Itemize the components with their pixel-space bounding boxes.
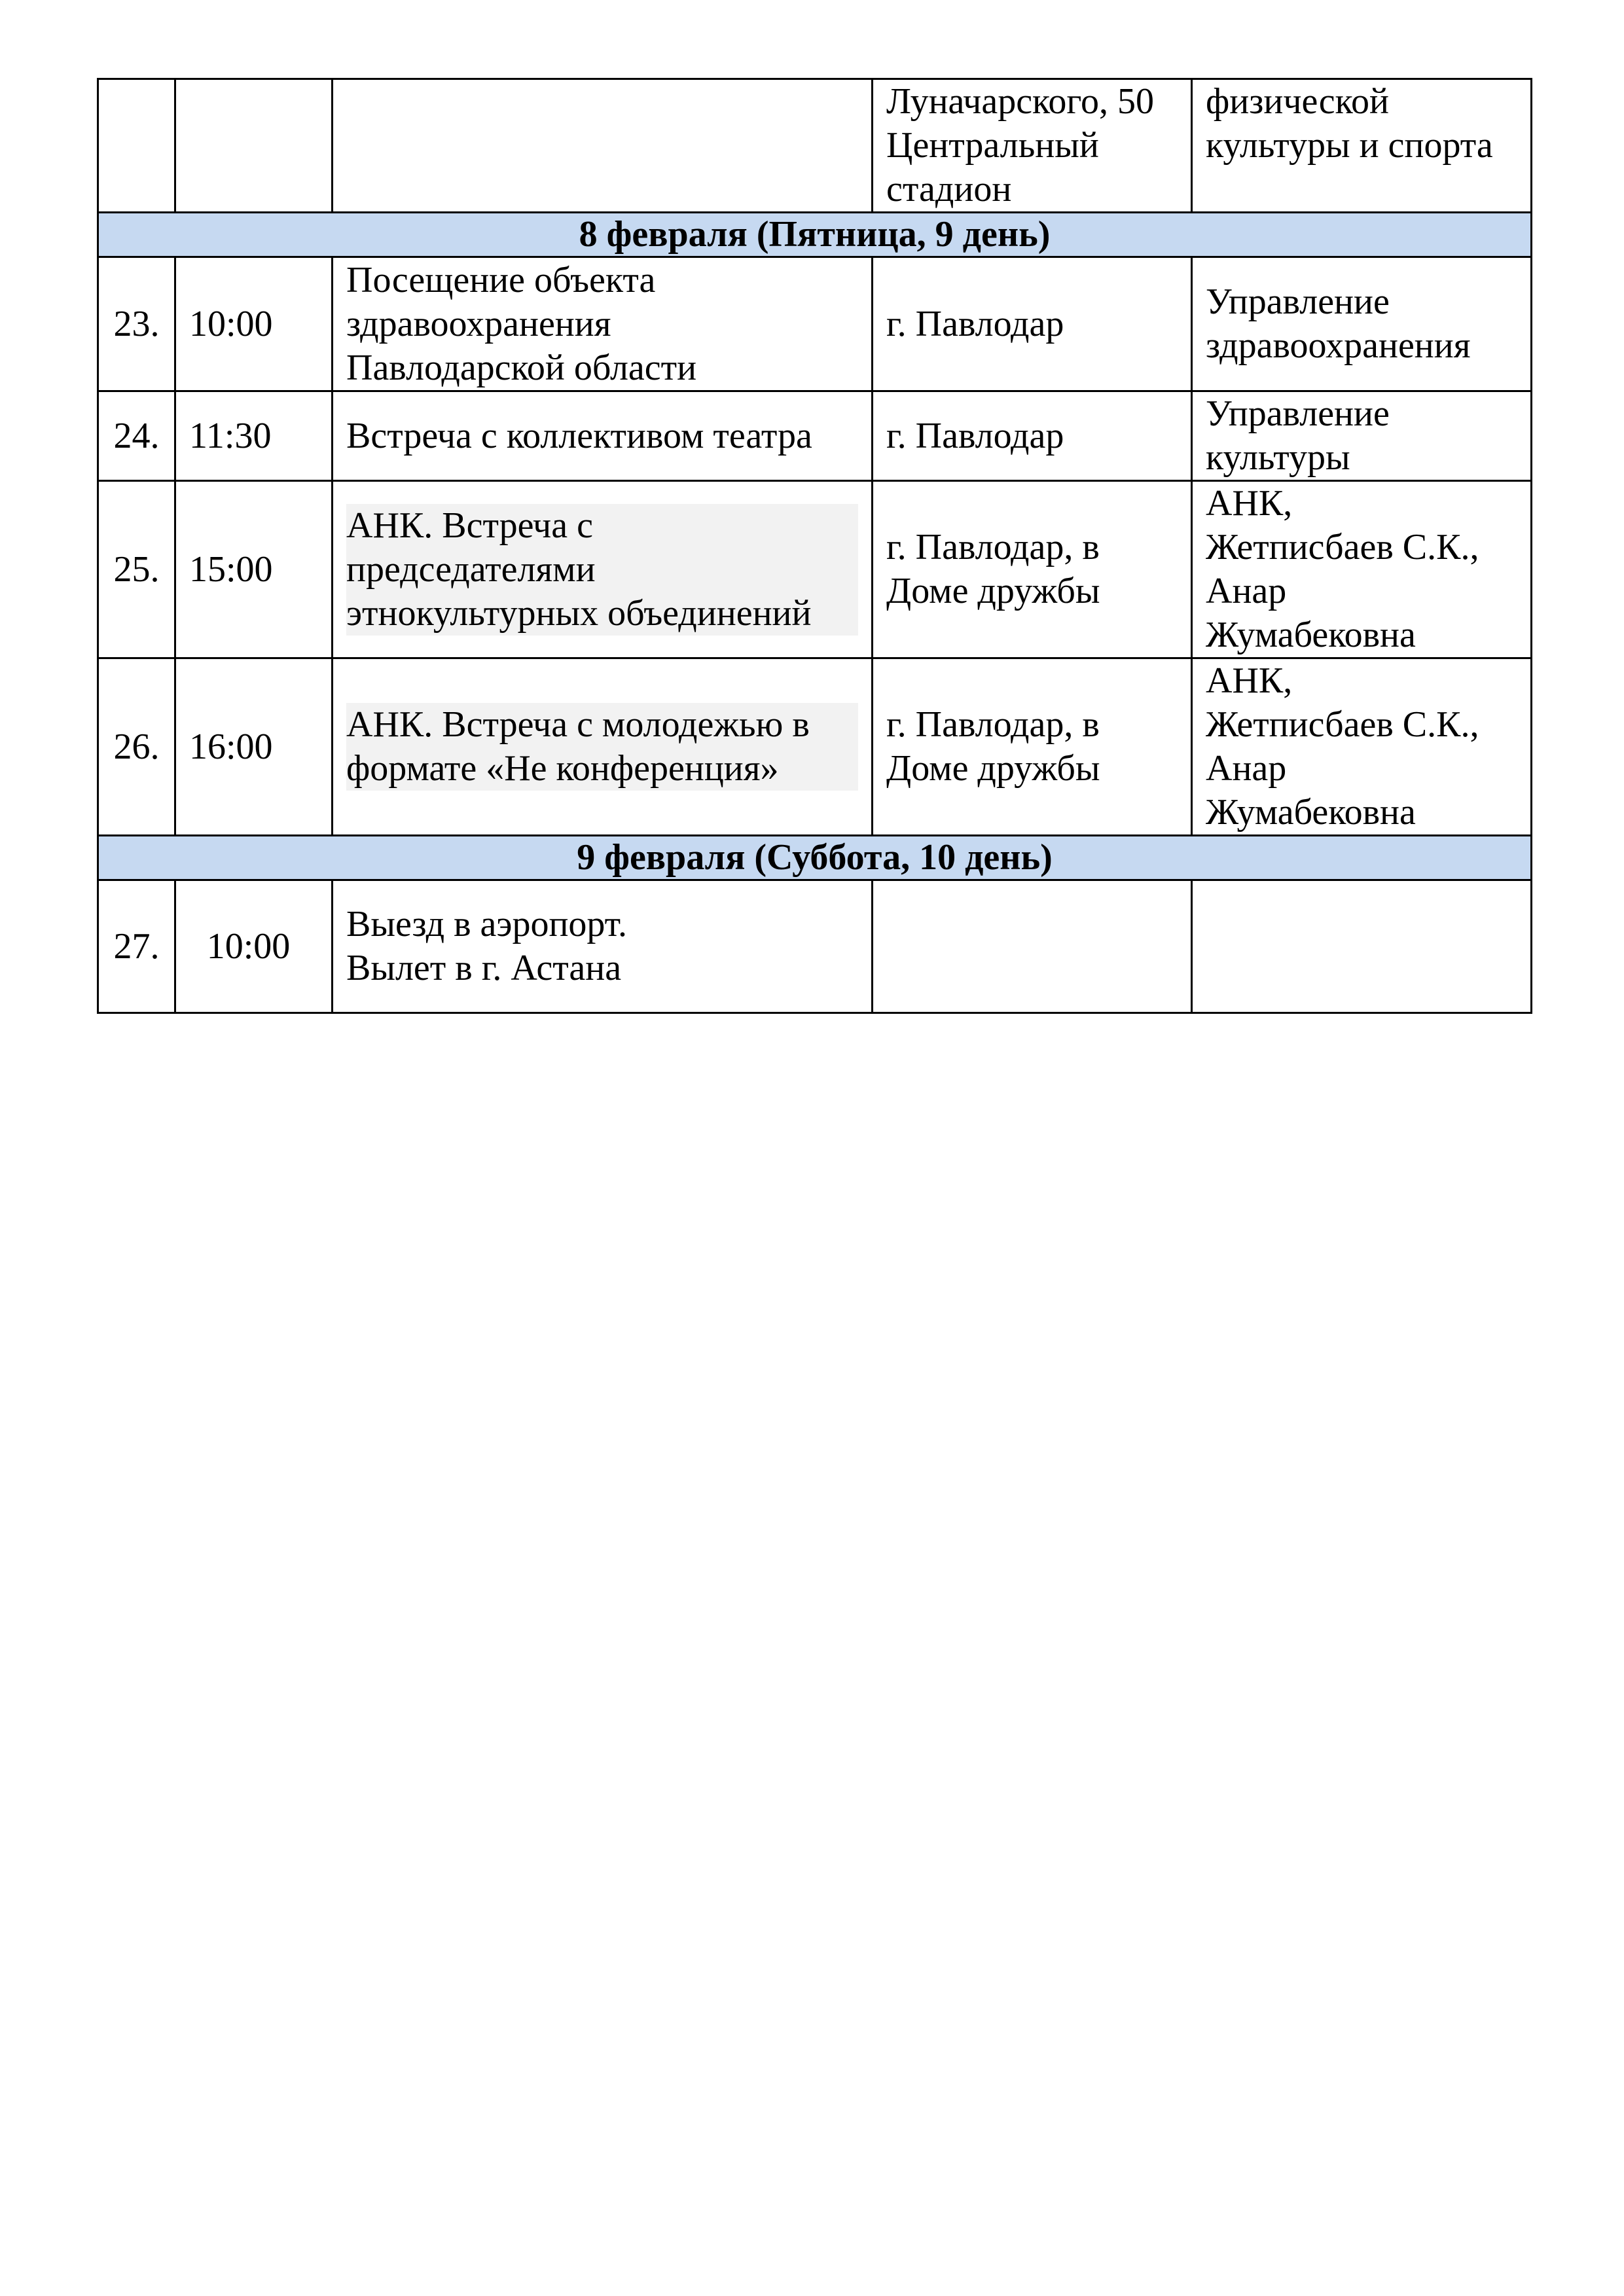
day-header-feb8: 8 февраля (Пятница, 9 день) [98,213,1532,257]
responsible-line: АНК, [1206,483,1293,524]
row-event-cell [333,481,873,658]
row-number-cell: 23. [98,257,175,391]
responsible-line: Жумабековна [1206,615,1416,655]
place-line: стадион [886,169,1012,209]
row-number-cell [98,79,175,213]
place-line: Доме дружбы [886,748,1100,789]
event-line: Выезд в аэропорт. [346,904,627,944]
responsible-line: Анар [1206,571,1287,611]
row-place-cell [873,880,1192,1013]
place-line: г. Павлодар, в [886,527,1100,567]
event-line: АНК. Встреча с молодежью в [346,703,858,747]
event-line: формате «Не конференция» [346,747,858,791]
responsible-line: культуры [1206,437,1350,478]
day-header-feb9: 9 февраля (Суббота, 10 день) [98,836,1532,880]
responsible-line: физической [1206,81,1389,122]
row-time-cell: 16:00 [175,658,333,836]
event-line: Посещение объекта [346,259,656,300]
responsible-line: Управление [1206,281,1390,322]
row-time-cell: 11:30 [175,391,333,481]
row-responsible-cell [1192,880,1532,1013]
table-row [98,257,1532,391]
event-line: здравоохранения [346,303,611,344]
row-event-cell [333,79,873,213]
row-responsible-cell [1192,79,1532,213]
row-time-cell: 15:00 [175,481,333,658]
responsible-line: здравоохранения [1206,325,1471,366]
table-row [98,481,1532,658]
row-number-cell: 27. [98,880,175,1013]
row-event-cell [333,257,873,391]
row-responsible-cell [1192,257,1532,391]
row-place-cell [873,481,1192,658]
event-line: Вылет в г. Астана [346,948,622,988]
row-responsible-cell [1192,391,1532,481]
table-row [98,658,1532,836]
schedule-table [97,78,1532,1014]
row-event-cell [333,391,873,481]
table-row-continuation [98,79,1532,213]
responsible-line: АНК, [1206,660,1293,701]
row-number-cell: 25. [98,481,175,658]
row-place-cell [873,79,1192,213]
row-responsible-cell [1192,658,1532,836]
row-event-cell [333,658,873,836]
place-line: Центральный [886,125,1099,166]
event-line: председателями [346,548,858,592]
row-number-cell: 24. [98,391,175,481]
table-row [98,391,1532,481]
row-place-cell [873,658,1192,836]
place-line: Доме дружбы [886,571,1100,611]
event-line: АНК. Встреча с [346,504,858,548]
event-line: Встреча с коллективом театра [346,415,812,456]
responsible-line: Анар [1206,748,1287,789]
responsible-line: Управление [1206,393,1390,434]
responsible-line: культуры и спорта [1206,125,1493,166]
row-time-cell: 10:00 [175,257,333,391]
day-header-row [98,213,1532,257]
responsible-line: Жетписбаев С.К., [1206,704,1479,745]
place-line: Луначарского, 50 [886,81,1154,122]
responsible-line: Жетписбаев С.К., [1206,527,1479,567]
row-number-cell: 26. [98,658,175,836]
row-time-cell: 10:00 [175,880,333,1013]
row-time-cell [175,79,333,213]
table-row [98,880,1532,1013]
row-place-cell: г. Павлодар [873,391,1192,481]
row-event-cell [333,880,873,1013]
responsible-line: Жумабековна [1206,792,1416,833]
day-header-row [98,836,1532,880]
row-place-cell: г. Павлодар [873,257,1192,391]
event-line: этнокультурных объединений [346,592,858,636]
place-line: г. Павлодар, в [886,704,1100,745]
row-responsible-cell [1192,481,1532,658]
event-line: Павлодарской области [346,347,697,388]
